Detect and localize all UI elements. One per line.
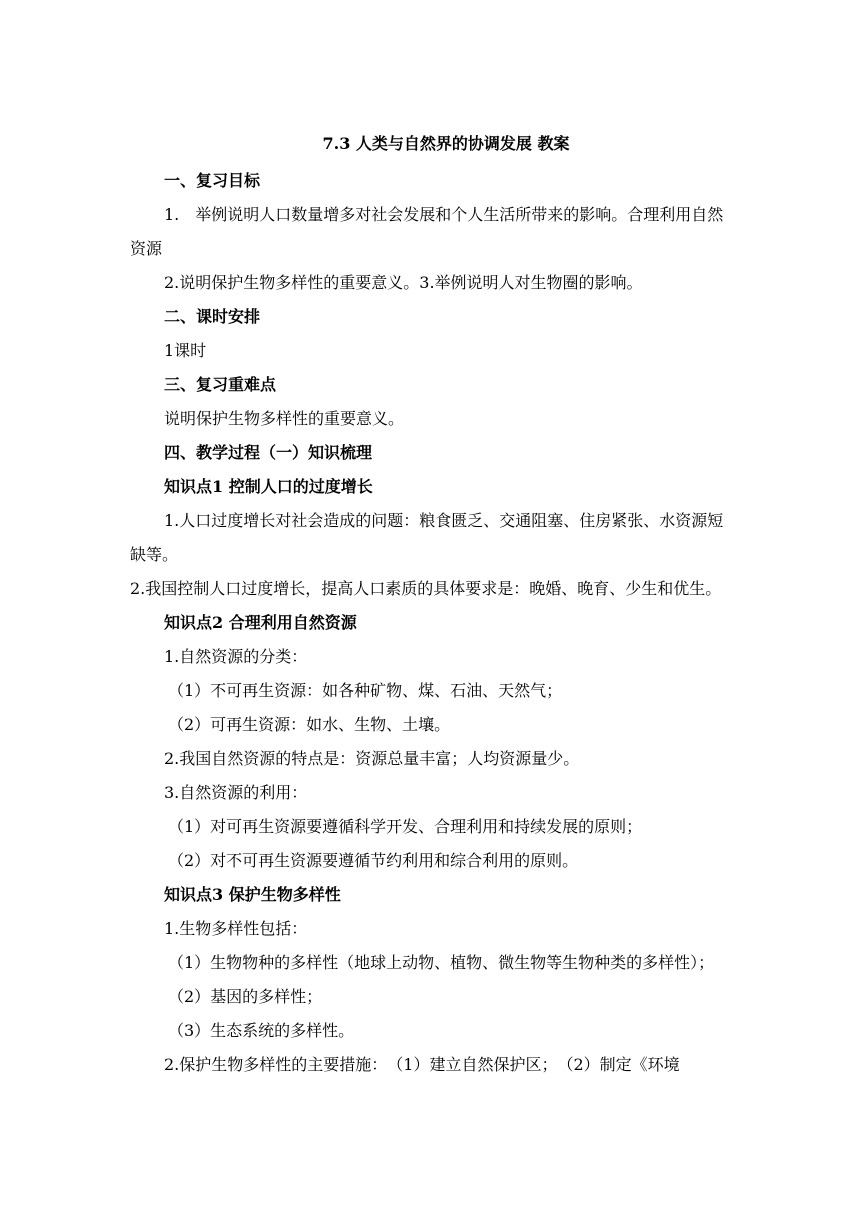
knowledge-point-heading: 知识点1 控制人口的过度增长 (164, 477, 373, 496)
sub-item: （2）对不可再生资源要遵循节约利用和综合利用的原则。 (168, 851, 579, 870)
section-heading: 二、课时安排 (164, 307, 261, 326)
paragraph: 2.保护生物多样性的主要措施： （1）建立自然保护区； （2）制定《环境 (164, 1055, 680, 1074)
document-title: 7.3 人类与自然界的协调发展 教案 (322, 134, 570, 153)
paragraph: 1课时 (164, 341, 207, 360)
knowledge-point-heading: 知识点3 保护生物多样性 (164, 885, 341, 904)
document-body (130, 130, 732, 1082)
paragraph: 1.人口过度增长对社会造成的问题：粮食匮乏、交通阻塞、住房紧张、水资源短缺等。 (130, 511, 724, 564)
section-heading: 三、复习重难点 (164, 375, 277, 394)
paragraph: 1.生物多样性包括： (164, 919, 308, 938)
paragraph: 说明保护生物多样性的重要意义。 (164, 409, 405, 428)
sub-item: （1）不可再生资源：如各种矿物、煤、石油、天然气； (168, 681, 563, 700)
paragraph: 1.自然资源的分类： (164, 647, 308, 666)
paragraph: 1. 举例说明人口数量增多对社会发展和个人生活所带来的影响。合理利用自然资源 (130, 205, 724, 258)
section-heading: 四、教学过程（一）知识梳理 (164, 443, 373, 462)
paragraph: 3.自然资源的利用： (164, 783, 308, 802)
sub-item: （2）可再生资源：如水、生物、土壤。 (168, 715, 451, 734)
sub-item: （2）基因的多样性； (168, 987, 323, 1006)
sub-item: （1）对可再生资源要遵循科学开发、合理利用和持续发展的原则； (168, 817, 643, 836)
paragraph: 2.我国自然资源的特点是：资源总量丰富；人均资源量少。 (164, 749, 580, 768)
paragraph: 2.说明保护生物多样性的重要意义。3.举例说明人对生物圈的影响。 (164, 273, 643, 292)
paragraph: 2.我国控制人口过度增长，提高人口素质的具体要求是：晚婚、晚育、少生和优生。 (130, 579, 722, 598)
section-heading: 一、复习目标 (164, 171, 261, 190)
sub-item: （1）生物物种的多样性（地球上动物、植物、微生物等生物种类的多样性）； (168, 953, 715, 972)
knowledge-point-heading: 知识点2 合理利用自然资源 (164, 613, 357, 632)
sub-item: （3）生态系统的多样性。 (168, 1021, 355, 1040)
